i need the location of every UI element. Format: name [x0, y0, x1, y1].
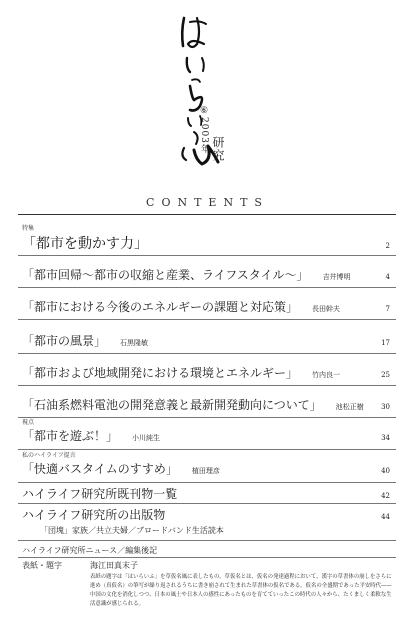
divider	[18, 503, 396, 504]
entry-tag: 視点	[22, 419, 35, 426]
divider	[18, 385, 396, 386]
entry-title: 「都市における今後のエネルギーの課題と対応策」	[22, 300, 299, 314]
entry-page: 25	[381, 371, 390, 379]
entry-author: 吉井博明	[322, 273, 351, 281]
toc-entry[interactable]	[22, 388, 390, 413]
toc-entry[interactable]	[22, 290, 390, 315]
entry-title: 「快適バスタイムのすすめ」	[22, 462, 178, 476]
entry-title: 「都市を遊ぶ！」	[22, 429, 119, 443]
toc-entry-viewpoint[interactable]	[22, 419, 390, 444]
contents-heading: CONTENTS	[146, 196, 269, 209]
divider	[18, 319, 396, 320]
entry-tag	[22, 388, 390, 396]
entry-author: 竹内良一	[312, 371, 341, 379]
entry-tag: 私のハイライフ提言	[22, 452, 76, 459]
divider	[18, 255, 396, 256]
entry-page: 44	[381, 513, 390, 521]
divider	[18, 557, 396, 558]
toc-entry[interactable]	[22, 506, 390, 536]
entry-title: ハイライフ研究所の出版物	[22, 508, 166, 522]
divider	[18, 353, 396, 354]
toc-entry[interactable]	[22, 356, 390, 381]
cover-description: 表紙の題字は「はいらいふ」を草仮名風に表したもの。草仮名とは、仮名の発達過程において、漢字の草書体の崩しをさらに進め（真仮名）の筆写が繰り返されるうちに書き崩されて生まれた草書体の仮名である。仮名の全盛期であった平安時代——中国の文化を消化しつつ、日本の風土や日本人の感性にあったものを育てていったこの時代の人々から、たくましく柔軟な生活意識が感じられる。	[90, 574, 392, 607]
entry-author: 長田幹夫	[312, 305, 341, 313]
entry-author: 小川純生	[132, 434, 161, 442]
entry-page: 2	[385, 242, 390, 250]
entry-page: 40	[381, 467, 390, 475]
entry-page: 4	[385, 273, 390, 281]
news-line[interactable]: ハイライフ研究所ニュース／編集後記	[22, 546, 158, 555]
toc-entry[interactable]	[22, 485, 390, 502]
entry-tag: 特集	[22, 225, 35, 232]
entry-author: 池松正樹	[335, 403, 364, 411]
entry-page: 17	[381, 339, 390, 347]
entry-author: 植田理彦	[191, 467, 220, 475]
entry-page: 34	[381, 434, 390, 442]
divider	[18, 540, 396, 541]
entry-title: 「都市および地域開発における環境とエネルギー」	[22, 366, 299, 380]
entry-page: 42	[381, 492, 390, 500]
cover-artist-name: 海江田真末子	[90, 561, 138, 570]
entry-tag	[22, 258, 390, 266]
issue-number: ⑥2003年	[199, 106, 209, 154]
entry-title: 「都市回帰〜都市の収縮と産業、ライフスタイル〜」	[22, 268, 309, 282]
toc-entry-feature[interactable]	[22, 225, 390, 253]
entry-page: 30	[381, 403, 390, 411]
entry-tag	[22, 290, 390, 298]
entry-subtitle: 「団塊」家族／共立夫婦／ブロードバンド生活読本	[40, 526, 224, 535]
entry-tag	[22, 324, 390, 332]
entry-page: 7	[385, 305, 390, 313]
cover-credit	[22, 560, 396, 609]
cover-label: 表紙・題字	[22, 561, 62, 570]
entry-author: 石黒隆敏	[120, 339, 149, 347]
divider	[18, 482, 396, 483]
entry-title: 「石油系燃料電池の開発意義と最新開発動向について」	[22, 398, 322, 412]
entry-tag	[22, 356, 390, 364]
toc-entry-proposal[interactable]	[22, 452, 390, 477]
toc-entry[interactable]	[22, 258, 390, 283]
divider	[18, 417, 396, 418]
entry-title: 「都市の風景」	[22, 334, 107, 348]
divider	[18, 287, 396, 288]
entry-title: ハイライフ研究所既刊物一覧	[22, 487, 178, 501]
divider	[18, 449, 396, 450]
toc-entry[interactable]	[22, 324, 390, 349]
divider	[18, 214, 396, 215]
entry-title: 「都市を動かす力」	[22, 236, 148, 252]
logo-subtitle: 研究	[211, 136, 225, 162]
